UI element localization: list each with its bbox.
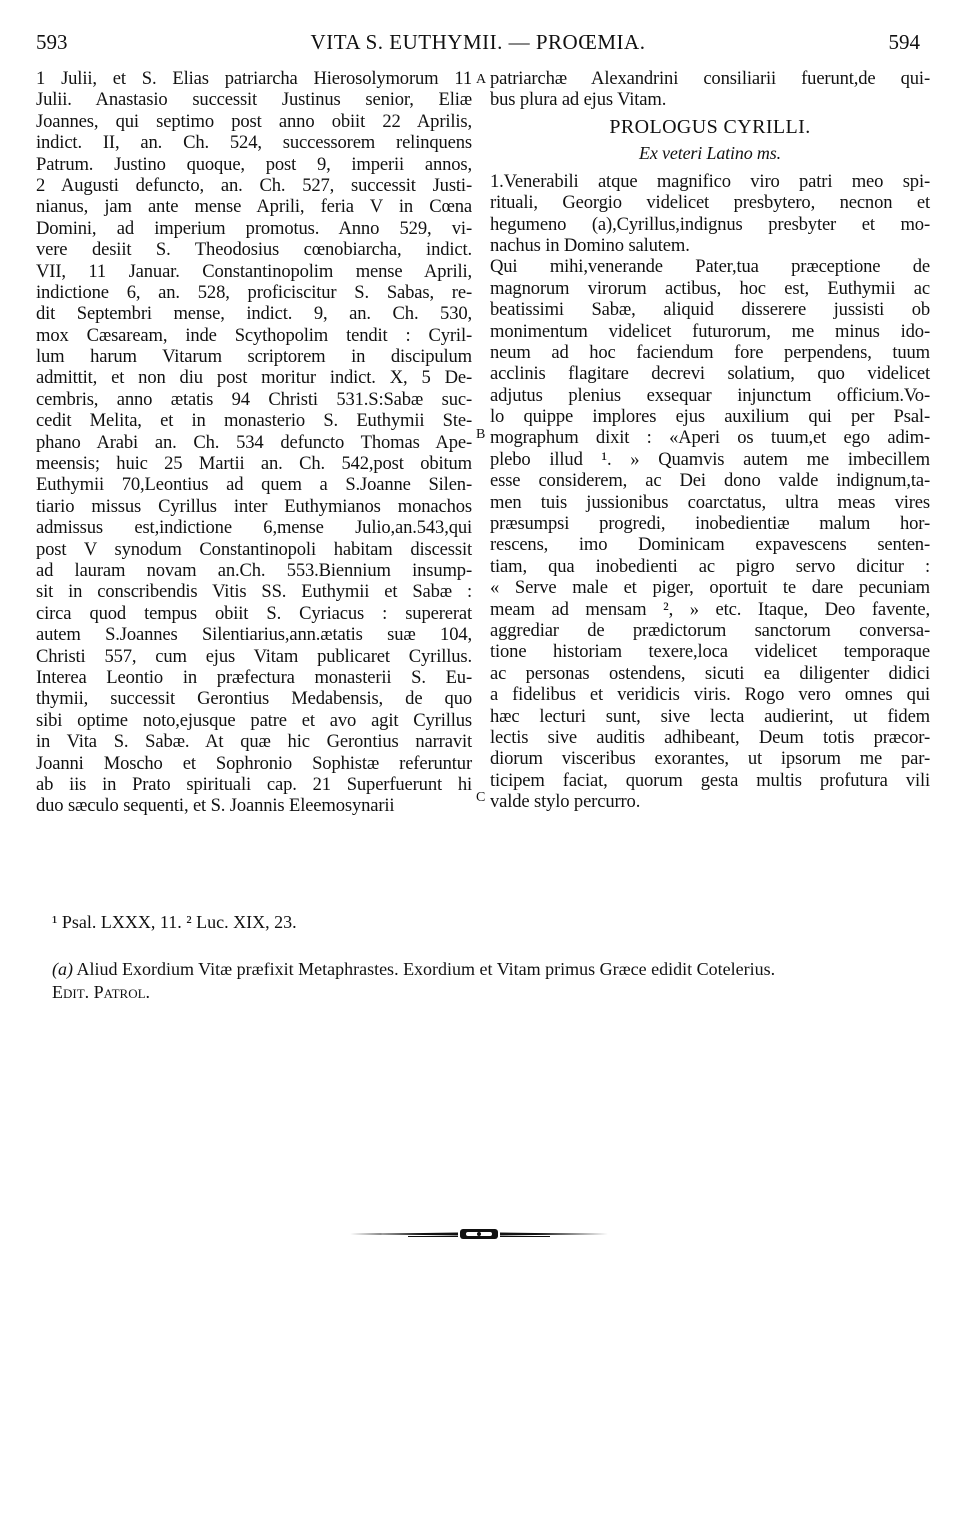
text-line: acclinis flagitare decrevi solatium, quo videlicet: [490, 363, 930, 385]
text-line: valde stylo percurro.: [490, 791, 641, 813]
text-line: meam ad mensam ², » etc. Itaque, Deo favente,: [490, 598, 930, 620]
text-line: mographum dixit : «Aperi os tuum,et ego adim-: [490, 427, 930, 449]
section-subtitle: Ex veteri Latino ms.: [639, 142, 781, 163]
text-line: dit Septembri mense, indict. 9, an. Ch. 530,: [36, 303, 472, 325]
text-line: rescens, imo Dominicam expavescens senten-: [490, 534, 930, 556]
text-line: Joannes, qui septimo post anno obiit 22 Aprilis,: [36, 110, 472, 132]
page-number-left: 593: [36, 30, 68, 54]
section-title: PROLOGUS CYRILLI.: [609, 115, 811, 138]
text-line: indictione 6, an. 528, proficiscitur S. Sabas, re-: [36, 281, 472, 303]
left-column: [36, 68, 472, 817]
text-line: circa quod tempus obiit S. Cyriacus : supererat: [36, 602, 472, 624]
note-signature: Edit. Patrol.: [52, 982, 151, 1002]
text-line: beatissimi Sabæ, aliquid disserere jussisti ob: [490, 299, 930, 321]
text-line: monimentum videlicet futurorum, me minus ido-: [490, 320, 930, 342]
text-line: Joanni Moscho et Sophronio Sophistæ referuntur: [36, 752, 472, 774]
text-line: in Vita S. Sabæ. At quæ hic Gerontius narravit: [36, 731, 472, 753]
text-line: cembris, anno ætatis 94 Christi 531.S:Sabæ suc-: [36, 388, 472, 410]
text-line: meensis; huic 25 Martii an. Ch. 542,post obitum: [36, 453, 472, 475]
text-line: aggrediar de prædictorum sanctorum conversa-: [490, 619, 930, 641]
text-line: tiario missus Cyrillus inter Euthymianos monachos: [36, 495, 472, 517]
footnotes: ¹ Psal. LXXX, 11. ² Luc. XIX, 23.: [52, 912, 297, 932]
text-line: mox Cæsaream, inde Scythopolim tendit : Cyril-: [36, 324, 472, 346]
text-line: indict. II, an. Ch. 524, successorem relinquens: [36, 132, 472, 154]
text-line: lo quippe implores ejus auxilium qui per Psal-: [490, 406, 930, 428]
right-column: [490, 68, 930, 813]
text-line: tiam, qua inobedienti ac pigro servo dicitur :: [490, 555, 930, 577]
text-line: esse considerem, ac Dei dono valde indignum,ta-: [490, 470, 930, 492]
margin-letter-a: A: [476, 72, 487, 87]
note-text: Aliud Exordium Vitæ præfixit Metaphrastes. Exordium et Vitam primus Græce edidit Cotelerius.: [73, 959, 776, 979]
text-line: ad lauram novam an.Ch. 553.Biennium insump-: [36, 559, 472, 581]
text-line: thymii, successit Gerontius Medabensis, de quo: [36, 688, 472, 710]
text-line: nachus in Domino salutem.: [490, 234, 690, 256]
text-line: VII, 11 Januar. Constantinopolim mense Aprili,: [36, 260, 472, 282]
text-line: Christi 557, cum ejus Vitam publicaret Cyrillus.: [36, 645, 472, 667]
page-header: [36, 30, 920, 60]
note-marker: (a): [52, 959, 73, 979]
text-line: Julii. Anastasio successit Justinus senior, Eliæ: [36, 89, 472, 111]
running-title: VITA S. EUTHYMII. — PROŒMIA.: [310, 30, 646, 54]
text-line: Euthymii 70,Leontius ad quem a S.Joanne Silen-: [36, 474, 472, 496]
margin-letter-b: B: [476, 427, 486, 442]
text-line: hæc lecturi sunt, sive lecta audierint, ut fidem: [490, 705, 930, 727]
text-line: Qui mihi,venerande Pater,tua præceptione de: [490, 256, 930, 278]
text-line: lum harum Vitarum scriptorem in discipulum: [36, 346, 472, 368]
text-line: sit in conscribendis Vitis SS. Euthymii et Sabæ :: [36, 581, 472, 603]
text-line: diorum visceribus exorantes, ut ipsorum me par-: [490, 748, 930, 770]
text-line: duo sæculo sequenti, et S. Joannis Eleemosynarii: [36, 795, 395, 817]
text-line: admittit, et non diu post moritur indict. X, 5 De-: [36, 367, 472, 389]
text-line: phano Arabi an. Ch. 534 defuncto Thomas Ape-: [36, 431, 472, 453]
text-line: « Serve male et piger, oportuit te dare pecuniam: [490, 577, 930, 599]
text-line: adjutus plenius exsequar injunctum officium.Vo-: [490, 384, 930, 406]
text-line: nianus, jam ante mense Aprili, feria V in Cœna: [36, 196, 472, 218]
text-line: Interea Leontio in præfectura monasterii S. Eu-: [36, 666, 472, 688]
text-line: sibi optime noto,ejusque patre et avo agit Cyrillus: [36, 709, 472, 731]
text-line: cedit Melita, et in monasterio S. Euthymii Ste-: [36, 410, 472, 432]
text-line: plebo illud ¹. » Quamvis autem me imbecillem: [490, 448, 930, 470]
text-line: 2 Augusti defuncto, an. Ch. 527, successit Justi-: [36, 174, 472, 196]
text-line: hegumeno (a),Cyrillus,indignus presbyter et mo-: [490, 213, 930, 235]
text-line: 1 Julii, et S. Elias patriarcha Hierosolymorum 11: [36, 68, 472, 89]
text-line: men tuis jussionibus coarctatus, ultra meas vires: [490, 491, 930, 513]
text-line: rituali, Georgio videlicet presbytero, necnon et: [490, 192, 930, 214]
text-line: Patrum. Justino quoque, post 9, imperii annos,: [36, 153, 472, 175]
text-line: præsumpsi progredi, inobedientiæ malum hor-: [490, 513, 930, 535]
tail-piece-ornament: [348, 1226, 610, 1242]
text-line: vere desiit S. Theodosius cœnobiarcha, indict.: [36, 239, 472, 261]
text-line: lectis sive auditis adhibeant, Deum totis præcor-: [490, 726, 930, 748]
text-line: ab iis in Prato spirituali cap. 21 Superfuerunt hi: [36, 773, 472, 795]
text-line: Domini, ad imperium promotus. Anno 529, vi-: [36, 217, 472, 239]
editor-note: [52, 958, 924, 1004]
margin-letter-c: C: [476, 790, 486, 805]
page-number-right: 594: [888, 30, 920, 54]
text-line: admissus est,indictione 6,mense Julio,an.543,qui: [36, 517, 472, 539]
text-line: tione historiam texere,loca videlicet temporaque: [490, 641, 930, 663]
text-line: neum ad hoc faciendum fore perpendens, tuum: [490, 341, 930, 363]
text-line: 1.Venerabili atque magnifico viro patri meo spi-: [490, 170, 930, 192]
text-line: post V synodum Constantinopoli habitam discessit: [36, 538, 472, 560]
text-line: ticipem faciat, quorum gesta multis profutura vili: [490, 769, 930, 791]
text-line: a fidelibus et veridicis viris. Rogo vero omnes qui: [490, 684, 930, 706]
text-line: magnorum virorum actibus, hoc est, Euthymii ac: [490, 277, 930, 299]
text-line: ac personas ostendens, sicuti ea diligenter didici: [490, 662, 930, 684]
text-line: patriarchæ Alexandrini consiliarii fuerunt,de qui-: [490, 68, 930, 89]
text-line: autem S.Joannes Silentiarius,ann.ætatis suæ 104,: [36, 624, 472, 646]
text-line: bus plura ad ejus Vitam.: [490, 89, 667, 111]
